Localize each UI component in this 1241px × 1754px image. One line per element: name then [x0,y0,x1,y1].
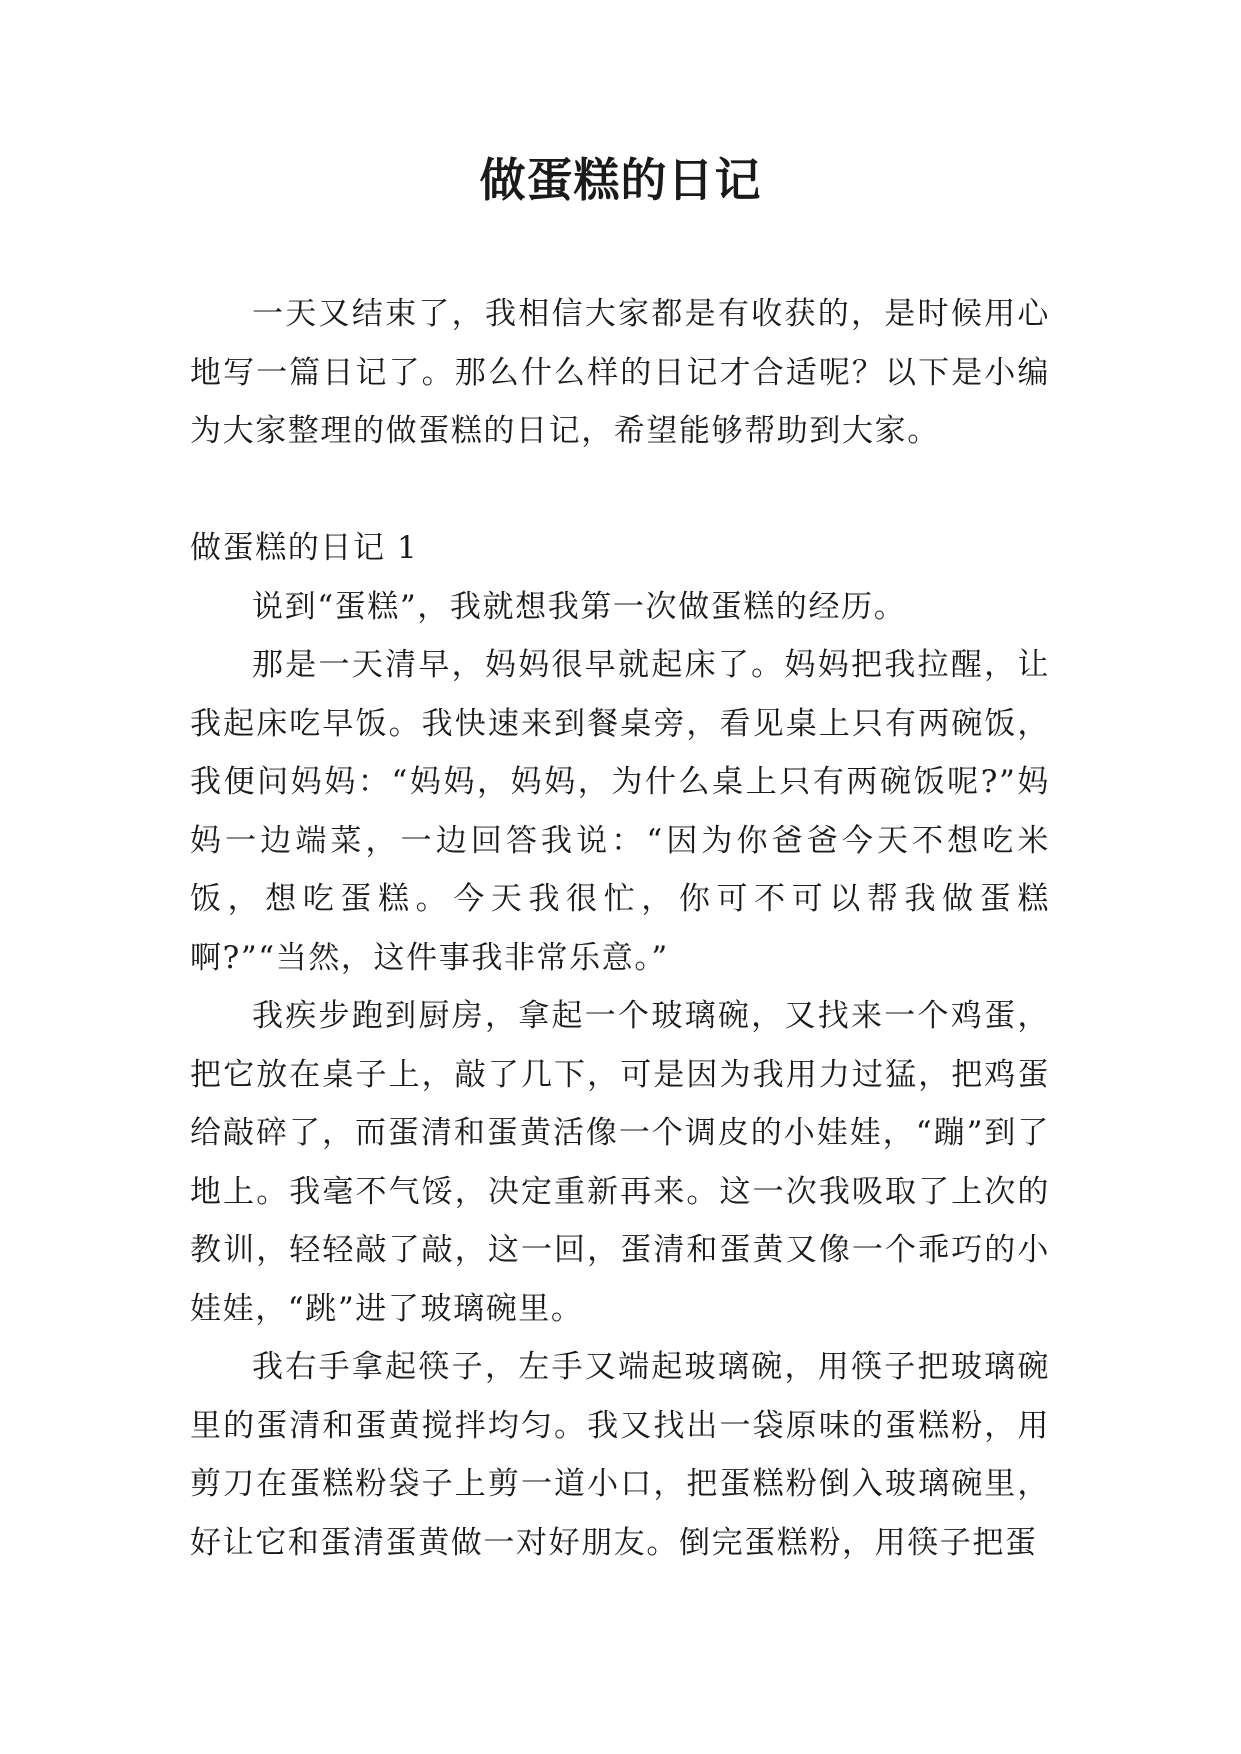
document-title: 做蛋糕的日记 [479,153,762,207]
document-body [190,285,1050,1572]
paragraph-spacer [190,461,1050,520]
body-paragraph: 我疾步跑到厨房，拿起一个玻璃碗，又找来一个鸡蛋，把它放在桌子上，敲了几下，可是因为我用力过猛，把鸡蛋给敲碎了，而蛋清和蛋黄活像一个调皮的小娃娃，“蹦”到了地上。我毫不气馁，决定重新再来。这一次我吸取了上次的教训，轻轻敲了敲，这一回，蛋清和蛋黄又像一个乖巧的小娃娃，“跳”进了玻璃碗里。 [190,998,1050,1327]
body-paragraph: 说到“蛋糕”，我就想我第一次做蛋糕的经历。 [252,588,907,625]
section-heading: 做蛋糕的日记 1 [190,530,419,566]
intro-paragraph: 一天又结束了，我相信大家都是有收获的，是时候用心地写一篇日记了。那么什么样的日记才合适呢？以下是小编为大家整理的做蛋糕的日记，希望能够帮助到大家。 [190,296,1050,449]
body-paragraph: 我右手拿起筷子，左手又端起玻璃碗，用筷子把玻璃碗里的蛋清和蛋黄搅拌均匀。我又找出一袋原味的蛋糕粉，用剪刀在蛋糕粉袋子上剪一道小口，把蛋糕粉倒入玻璃碗里，好让它和蛋清蛋黄做一对好朋友。倒完蛋糕粉，用筷子把蛋 [190,1349,1050,1561]
body-paragraph: 那是一天清早，妈妈很早就起床了。妈妈把我拉醒，让我起床吃早饭。我快速来到餐桌旁，看见桌上只有两碗饭，我便问妈妈：“妈妈，妈妈，为什么桌上只有两碗饭呢?”妈妈一边端菜，一边回答我说：“因为你爸爸今天不想吃米饭，想吃蛋糕。今天我很忙，你可不可以帮我做蛋糕啊?”“当然，这件事我非常乐意。” [190,647,1050,976]
